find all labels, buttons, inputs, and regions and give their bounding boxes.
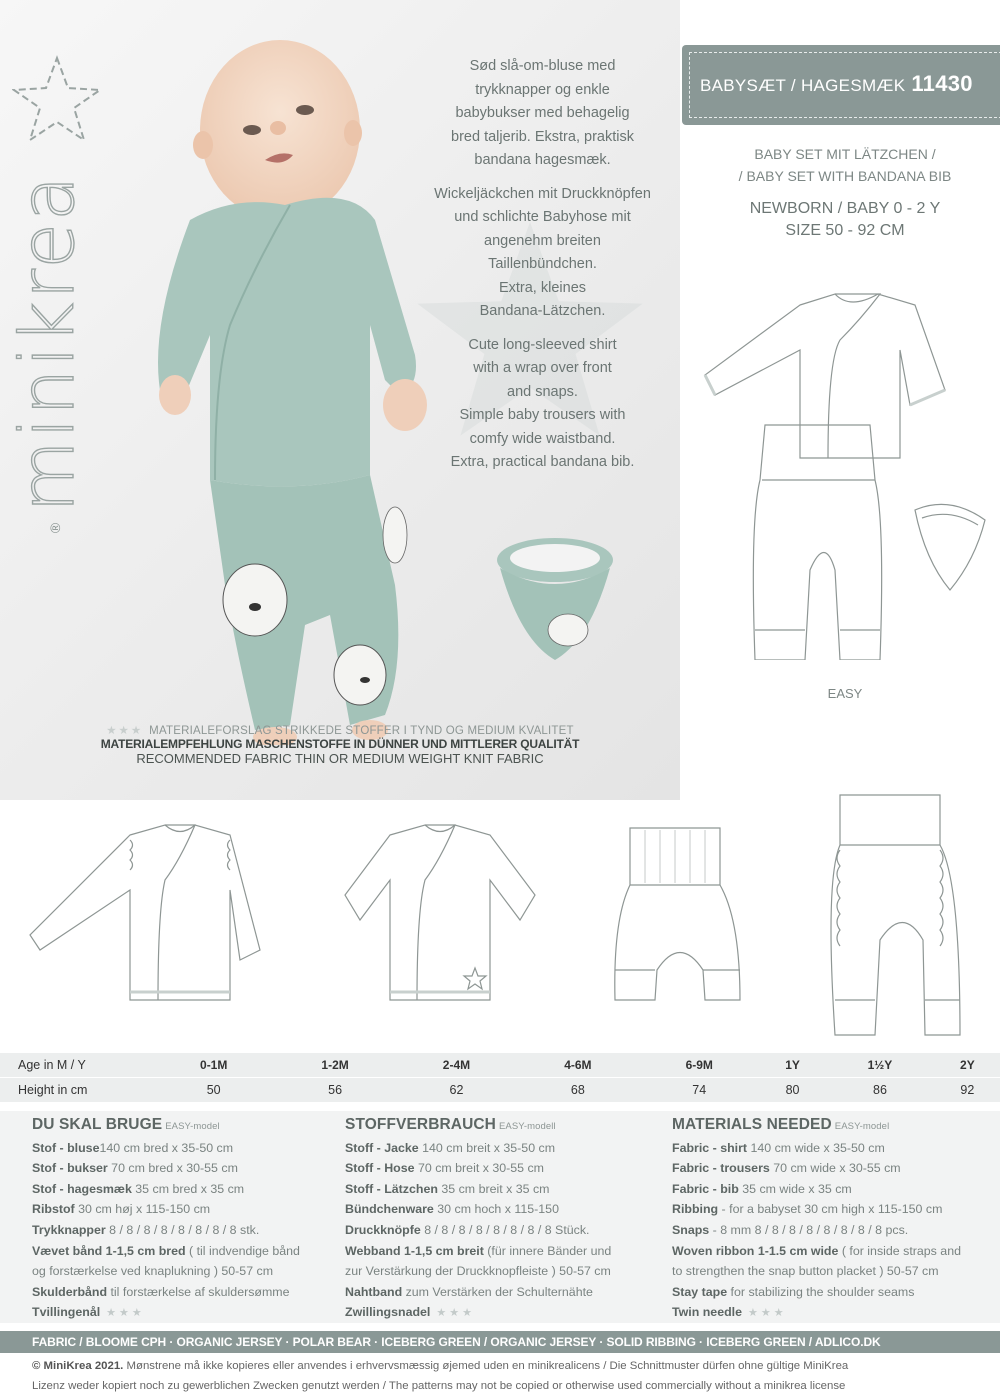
- material-line: Twin needle ★★★: [672, 1305, 787, 1320]
- recommended-fabric-en: RECOMMENDED FABRIC THIN OR MEDIUM WEIGHT KNIT FABRIC: [136, 751, 544, 766]
- materials-heading-de: STOFFVERBRAUCH EASY-modell: [345, 1116, 556, 1133]
- difficulty-stars-icon: ★★★: [106, 1307, 145, 1320]
- bandana-bib-photo: [490, 530, 620, 670]
- flat-drawing-ruffle-trousers: [815, 790, 975, 1050]
- material-line: Stoff - Hose 70 cm breit x 30-55 cm: [345, 1161, 544, 1176]
- flat-drawing-short-sleeve-shirt: [335, 820, 555, 1020]
- material-line: Stay tape for stabilizing the shoulder seams: [672, 1284, 915, 1299]
- material-line: Fabric - shirt 140 cm wide x 35-50 cm: [672, 1140, 885, 1155]
- materials-column-da: [32, 1115, 332, 1324]
- material-line: Skulderbånd til forstærkelse af skuldersømme: [32, 1284, 290, 1299]
- material-line: Zwillingsnadel ★★★: [345, 1305, 475, 1320]
- product-photo-area: [0, 0, 680, 800]
- material-line: Druckknöpfe 8 / 8 / 8 / 8 / 8 / 8 / 8 / 8 Stück.: [345, 1222, 590, 1237]
- material-line: Nahtband zum Verstärken der Schulternähte: [345, 1284, 593, 1299]
- materials-column-en: [672, 1115, 997, 1324]
- description-en: Cute long-sleeved shirt with a wrap over front and snaps. Simple baby trousers with comfy wide waistband. Extra, practical bandana bib.: [450, 336, 635, 470]
- pattern-subtitle: BABY SET MIT LÄTZCHEN / / BABY SET WITH BANDANA BIB: [738, 146, 952, 184]
- material-line: og forstærkelse ved knaplukning ) 50-57 cm: [32, 1264, 274, 1279]
- material-line: Fabric - trousers 70 cm wide x 30-55 cm: [672, 1161, 901, 1176]
- difficulty-stars-icon: ★★★: [436, 1307, 475, 1320]
- material-line: Stof - bukser 70 cm bred x 30-55 cm: [32, 1161, 238, 1176]
- material-line: zur Verstärkung der Druckknopfleiste ) 50-57 cm: [345, 1264, 611, 1279]
- materials-heading-da: DU SKAL BRUGE EASY-model: [32, 1116, 220, 1133]
- flat-drawing-ruffle-shirt: [20, 820, 280, 1020]
- fabric-credit-bar: FABRIC / BLOOME CPH · ORGANIC JERSEY · POLAR BEAR · ICEBERG GREEN / ORGANIC JERSEY · SOLID RIBBING · ICEBERG GREEN / ADLICO.DK: [0, 1331, 1000, 1353]
- difficulty-stars-icon: ★★★: [748, 1307, 787, 1320]
- row-label-age: Age in M / Y: [0, 1053, 153, 1078]
- material-line: Bündchenware 30 cm hoch x 115-150: [345, 1202, 559, 1217]
- size-chart-height-row: Height in cm 50 56 62 68 74 80 86 92: [0, 1078, 1000, 1103]
- recommended-fabric-da: ★★★ MATERIALEFORSLAG STRIKKEDE STOFFER I TYND OG MEDIUM KVALITET: [106, 725, 574, 737]
- copyright-holder: © MiniKrea 2021.: [32, 1360, 124, 1372]
- pattern-number: 11430: [911, 71, 973, 96]
- materials-heading-en: MATERIALS NEEDED EASY-model: [672, 1116, 890, 1133]
- flat-drawing-main-set: [700, 280, 1000, 660]
- product-description: [425, 55, 660, 485]
- title-label: [682, 45, 1000, 125]
- description-da: Sød slå-om-bluse med trykknapper og enkle babybukser med behagelig bred taljerib. Ekstra, praktisk bandana hagesmæk.: [451, 58, 634, 168]
- description-de: Wickeljäckchen mit Druckknöpfen und schlichte Babyhose mit angenehm breiten Taillenbündchen. Extra, kleines Bandana-Lätzchen.: [434, 185, 651, 319]
- material-line: Stoff - Jacke 140 cm breit x 35-50 cm: [345, 1140, 556, 1155]
- material-line: Webband 1-1,5 cm breit (für innere Bänder und: [345, 1243, 612, 1258]
- material-line: Woven ribbon 1-1.5 cm wide ( for inside straps and: [672, 1243, 961, 1258]
- materials-section: [0, 1111, 1000, 1323]
- materials-column-de: [345, 1115, 665, 1324]
- row-label-height: Height in cm: [0, 1078, 153, 1103]
- size-chart-age-row: Age in M / Y 0-1M 1-2M 2-4M 4-6M 6-9M 1Y 1½Y 2Y: [0, 1053, 1000, 1078]
- star-logo-icon: [12, 50, 102, 150]
- size-chart-table: [0, 1053, 1000, 1103]
- baby-photo: [115, 25, 475, 745]
- flat-drawing-shorts: [595, 820, 760, 1020]
- recommended-fabric-de: MATERIALEMPFEHLUNG MASCHENSTOFFE IN DÜNNER UND MITTLERER QUALITÄT: [100, 737, 580, 751]
- copyright-notice: © MiniKrea 2021. Mønstrene må ikke kopieres eller anvendes i erhvervsmæssig øjemed uden en minikrealicens / Die Schnittmuster dürfen ohne gültige MiniKrea Lizenz weder kopiert noch zu gewerblichen Zwecken genutzt werden / The patterns may not be copied or otherwise used commercially without a minikrea license: [32, 1360, 849, 1392]
- material-line: to strengthen the snap button placket ) 50-57 cm: [672, 1264, 939, 1279]
- material-line: Vævet bånd 1-1,5 cm bred ( til indvendige bånd: [32, 1243, 300, 1258]
- size-range: NEWBORN / BABY 0 - 2 Y SIZE 50 - 92 CM: [749, 200, 941, 239]
- minikrea-logo: [5, 50, 98, 513]
- pattern-title: BABYSÆT / HAGESMÆK 11430: [700, 71, 973, 96]
- material-line: Stoff - Lätzchen 35 cm breit x 35 cm: [345, 1181, 550, 1196]
- difficulty-label: EASY: [827, 686, 863, 701]
- recommended-fabric: [60, 723, 620, 766]
- material-line: Snaps - 8 mm 8 / 8 / 8 / 8 / 8 / 8 / 8 / 8 pcs.: [672, 1222, 909, 1237]
- logo-wordmark: minikrea: [5, 173, 91, 513]
- registered-mark: ®: [47, 522, 64, 534]
- material-line: Ribstof 30 cm høj x 115-150 cm: [32, 1202, 211, 1217]
- difficulty-stars-icon: ★★★: [106, 725, 144, 737]
- material-line: Stof - bluse140 cm bred x 35-50 cm: [32, 1140, 234, 1155]
- material-line: Stof - hagesmæk 35 cm bred x 35 cm: [32, 1181, 245, 1196]
- material-line: Fabric - bib 35 cm wide x 35 cm: [672, 1181, 852, 1196]
- material-line: Trykknapper 8 / 8 / 8 / 8 / 8 / 8 / 8 / 8 stk.: [32, 1222, 260, 1237]
- material-line: Tvillingenål ★★★: [32, 1305, 145, 1320]
- material-line: Ribbing - for a babyset 30 cm high x 115-150 cm: [672, 1202, 943, 1217]
